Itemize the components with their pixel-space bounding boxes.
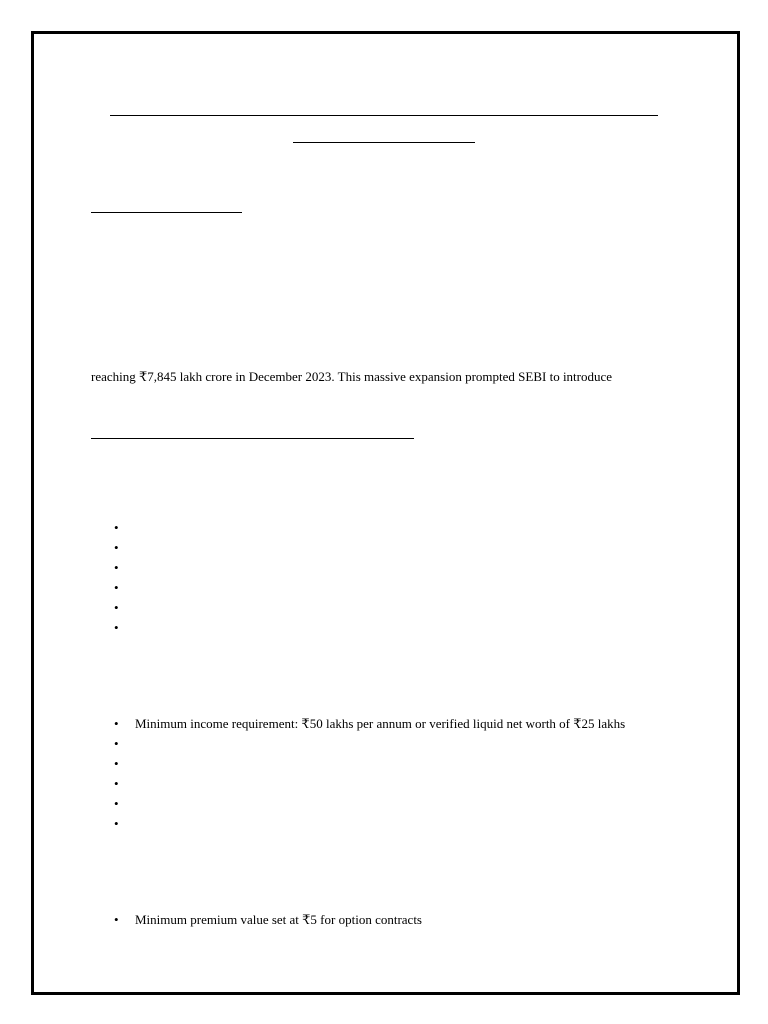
list-item-text: Minimum premium value set at ₹5 for option contracts <box>135 912 422 927</box>
title-underline-line-1 <box>110 115 658 116</box>
bullet-icon: • <box>114 716 119 731</box>
title-underline-line-2 <box>293 142 475 143</box>
bullet-icon: • <box>114 756 119 771</box>
section-heading-underline <box>91 438 414 439</box>
bullet-icon: • <box>114 736 119 751</box>
bullet-icon: • <box>114 912 119 927</box>
bullet-icon: • <box>114 600 119 615</box>
page-border <box>31 31 740 995</box>
bullet-icon: • <box>114 816 119 831</box>
bullet-icon: • <box>114 796 119 811</box>
bullet-icon: • <box>114 776 119 791</box>
bullet-icon: • <box>114 540 119 555</box>
bullet-icon: • <box>114 520 119 535</box>
bullet-icon: • <box>114 560 119 575</box>
body-paragraph-line: reaching ₹7,845 lakh crore in December 2023. This massive expansion prompted SEBI to introduce <box>91 369 613 384</box>
bullet-icon: • <box>114 580 119 595</box>
list-item-text: Minimum income requirement: ₹50 lakhs per annum or verified liquid net worth of ₹25 lakhs <box>135 716 626 731</box>
section-heading-underline <box>91 212 242 213</box>
bullet-icon: • <box>114 620 119 635</box>
